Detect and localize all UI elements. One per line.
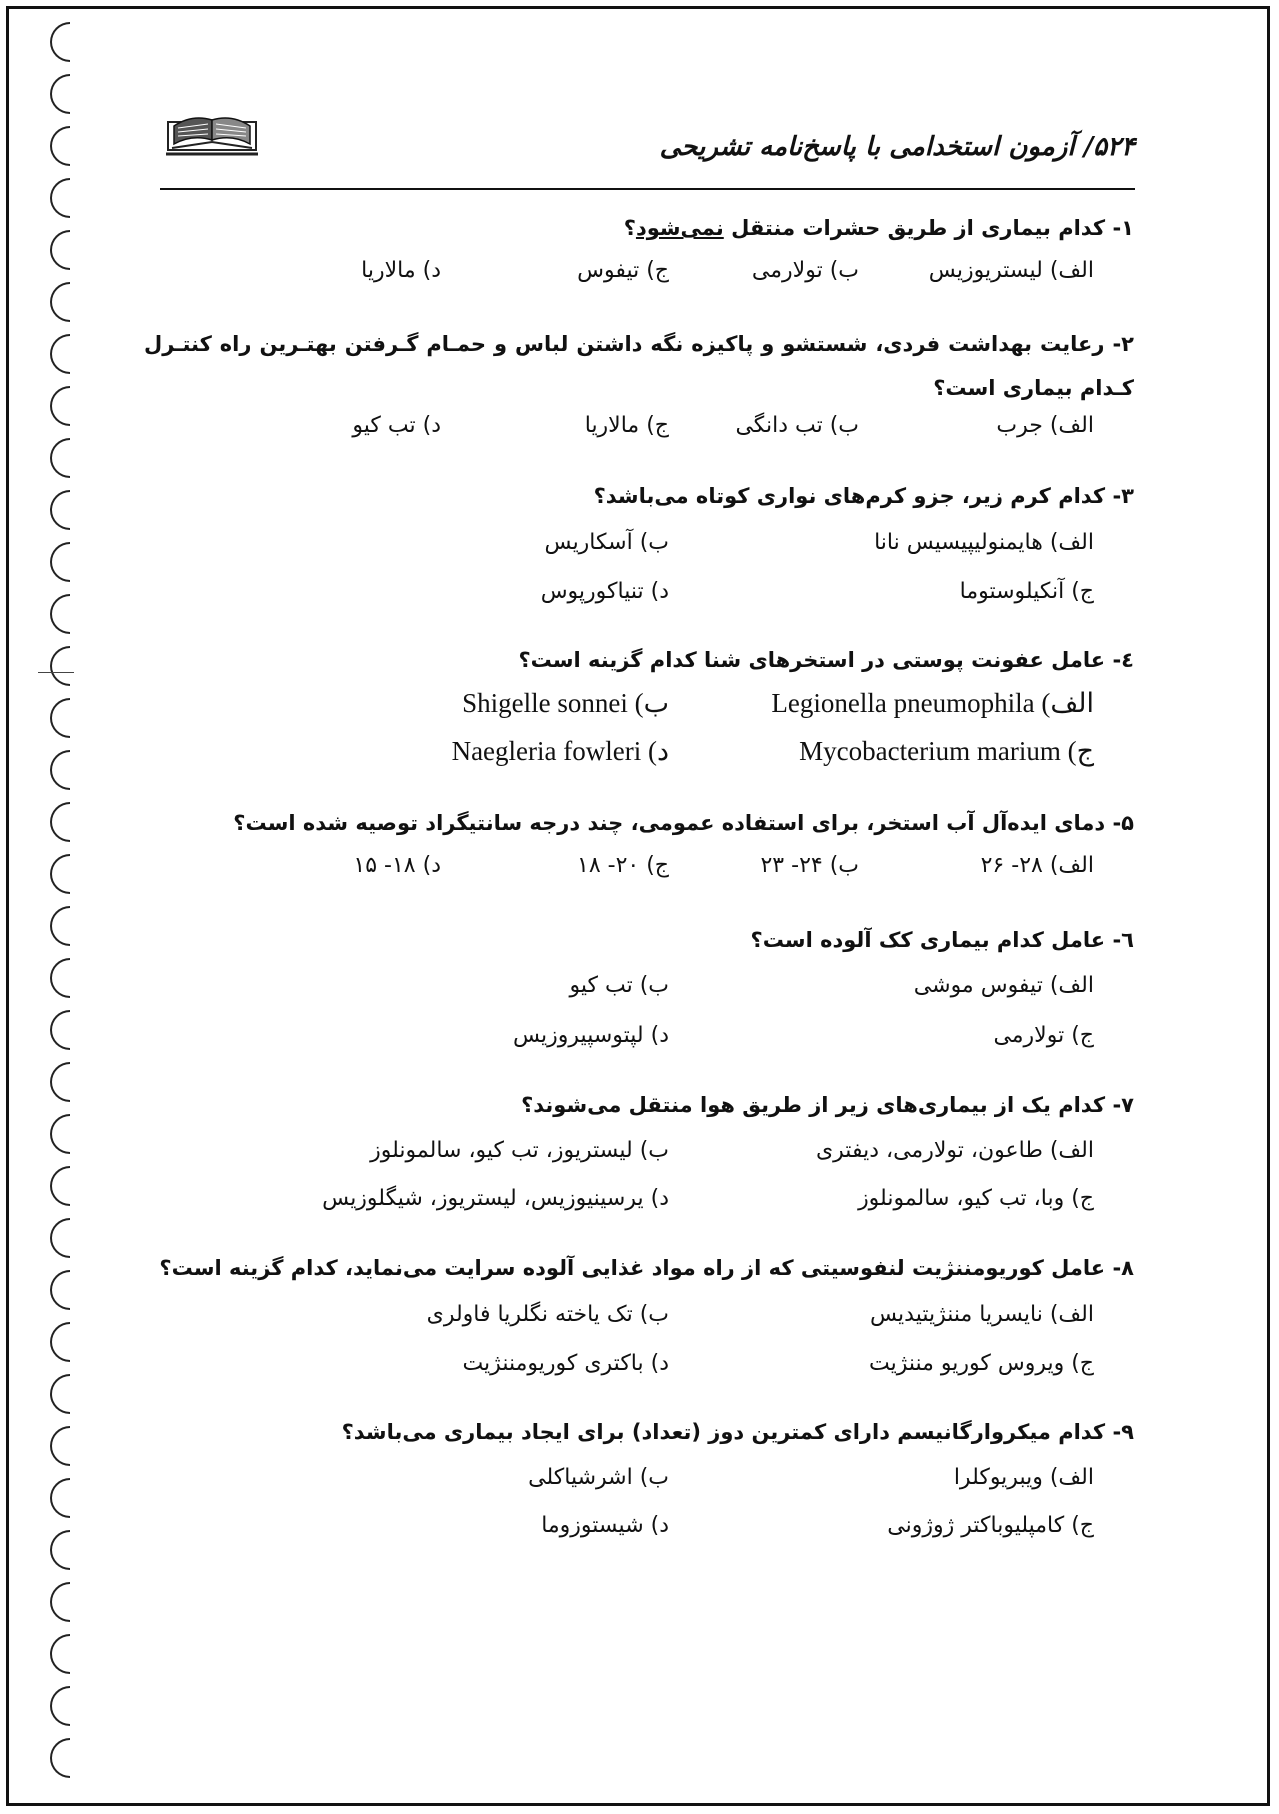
option-dal[interactable]: د) تب کیو: [352, 413, 441, 438]
question-5: ۵- دمای ایده‌آل آب استخر، برای استفاده عمومی، چند درجه سانتیگراد توصیه شده است؟: [233, 811, 1134, 835]
option-dal[interactable]: د) مالاریا: [361, 258, 441, 283]
option-dal[interactable]: د) تنیاکورپوس: [540, 579, 669, 604]
option-be[interactable]: ب) آسکاریس: [544, 530, 669, 555]
option-dal[interactable]: د) یرسینیوزیس، لیستریوز، شیگلوزیس: [322, 1186, 669, 1211]
option-jim[interactable]: ج) ویروس کوریو مننژیت: [868, 1351, 1094, 1376]
question-1: [624, 218, 1134, 239]
option-jim[interactable]: ج) Mycobacterium marium: [799, 736, 1094, 766]
option-alef[interactable]: الف) لیستریوزیس: [928, 258, 1094, 283]
option-alef[interactable]: الف) Legionella pneumophila: [771, 688, 1094, 718]
option-alef[interactable]: الف) طاعون، تولارمی، دیفتری: [815, 1138, 1094, 1163]
question-7: ۷- کدام یک از بیماری‌های زیر از طریق هوا منتقل می‌شوند؟: [521, 1093, 1134, 1117]
question-2: ۲- رعایت بهداشت فردی، شستشو و پاکیزه نگه داشتن لباس و حمـام گـرفتن بهتـرین راه کنتـرل کـدام بیماری است؟: [144, 332, 1134, 400]
question-6: ٦- عامل کدام بیماری کک آلوده است؟: [750, 928, 1134, 952]
option-alef[interactable]: الف) ۲۸- ۲۶: [980, 853, 1094, 878]
option-jim[interactable]: ج) تیفوس: [577, 258, 669, 283]
question-3: ۳- کدام کرم زیر، جزو کرم‌های نواری کوتاه می‌باشد؟: [593, 484, 1134, 508]
question-1-mark: ؟: [623, 216, 636, 240]
option-jim[interactable]: ج) مالاریا: [584, 413, 669, 438]
option-alef[interactable]: الف) هایمنولیپیسیس نانا: [874, 530, 1094, 555]
option-be[interactable]: ب) تب کیو: [569, 973, 669, 998]
option-jim[interactable]: ج) ۲۰- ۱۸: [577, 853, 669, 878]
option-be[interactable]: ب) ۲۴- ۲۳: [760, 853, 859, 878]
option-dal[interactable]: د) لپتوسپیروزیس: [513, 1023, 669, 1048]
option-alef[interactable]: الف) نایسریا مننژیتیدیس: [869, 1302, 1094, 1327]
question-8: ۸- عامل کوریومننژیت لنفوسیتی که از راه مواد غذایی آلوده سرایت می‌نماید، کدام گزینه است؟: [159, 1256, 1134, 1280]
option-jim[interactable]: ج) کامپلیوباکتر ژوژونی: [887, 1513, 1094, 1538]
question-9: ۹- کدام میکروارگانیسم دارای کمترین دوز (تعداد) برای ایجاد بیماری می‌باشد؟: [341, 1420, 1134, 1444]
question-1-underlined: نمی‌شود: [635, 216, 724, 240]
option-jim[interactable]: ج) آنکیلوستوما: [959, 579, 1094, 604]
option-jim[interactable]: ج) تولارمی: [993, 1023, 1094, 1048]
question-4: ٤- عامل عفونت پوستی در استخرهای شنا کدام گزینه است؟: [518, 648, 1134, 672]
option-be[interactable]: ب) تک یاخته نگلریا فاولری: [426, 1302, 669, 1327]
option-dal[interactable]: د) ۱۸- ۱۵: [353, 853, 441, 878]
option-be[interactable]: ب) تولارمی: [751, 258, 859, 283]
option-dal[interactable]: د) Naegleria fowleri: [451, 736, 669, 766]
option-alef[interactable]: الف) ویبریوکلرا: [953, 1465, 1094, 1490]
option-be[interactable]: ب) Shigelle sonnei: [462, 688, 669, 718]
page-title: ۵۲۴/ آزمون استخدامی با پاسخ‌نامه تشریحی: [659, 132, 1135, 162]
option-dal[interactable]: د) شیستوزوما: [541, 1513, 669, 1538]
option-be[interactable]: ب) لیستریوز، تب کیو، سالمونلوز: [370, 1138, 669, 1163]
option-be[interactable]: ب) اشرشیاکلی: [528, 1465, 669, 1490]
option-dal[interactable]: د) باکتری کوریومننژیت: [462, 1351, 669, 1376]
question-1-text: ۱- کدام بیماری از طریق حشرات منتقل: [723, 216, 1134, 240]
option-alef[interactable]: الف) جرب: [996, 413, 1094, 438]
option-jim[interactable]: ج) وبا، تب کیو، سالمونلوز: [858, 1186, 1094, 1211]
option-be[interactable]: ب) تب دانگی: [735, 413, 859, 438]
option-alef[interactable]: الف) تیفوس موشی: [913, 973, 1094, 998]
